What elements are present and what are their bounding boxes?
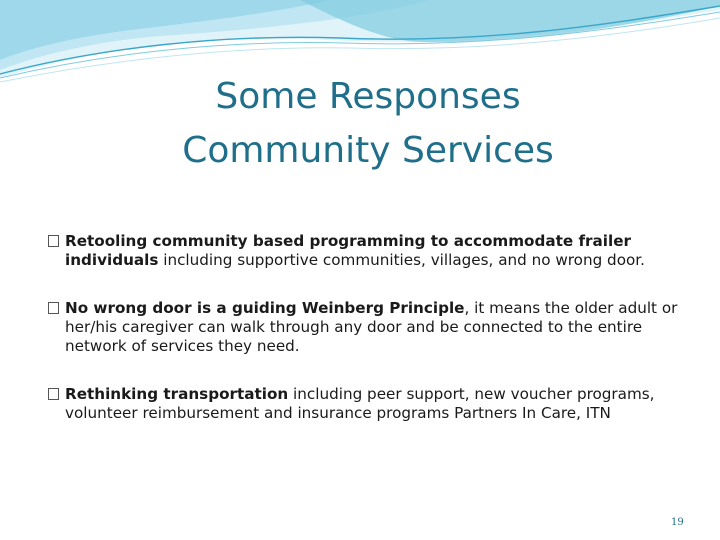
bullet-text: including supportive communities, villages, and no wrong door. — [158, 251, 645, 269]
bullet-list — [48, 232, 688, 423]
bullet-bold-text: Retooling community based programming to accommodate frailer individuals — [65, 232, 631, 269]
bullet-box-icon — [48, 388, 59, 400]
title-line-1: Some Responses — [215, 76, 521, 117]
bullet-item — [48, 385, 688, 423]
bullet-text: , it means the older adult or her/his caregiver can walk through any door and be connected to the entire network of services they need. — [65, 299, 678, 355]
bullet-item — [48, 232, 688, 270]
title-line-2: Community Services — [182, 130, 554, 171]
bullet-box-icon — [48, 235, 59, 247]
bullet-item — [48, 299, 688, 356]
bullet-bold-text: Rethinking transportation — [65, 385, 289, 403]
bullet-box-icon — [48, 302, 59, 314]
bullet-bold-text: No wrong door is a guiding Weinberg Principle — [65, 299, 465, 317]
page-number: 19 — [671, 517, 684, 528]
bullet-text: including peer support, new voucher programs, volunteer reimbursement and insurance programs Partners In Care, ITN — [65, 385, 655, 422]
slide-title — [100, 70, 636, 178]
